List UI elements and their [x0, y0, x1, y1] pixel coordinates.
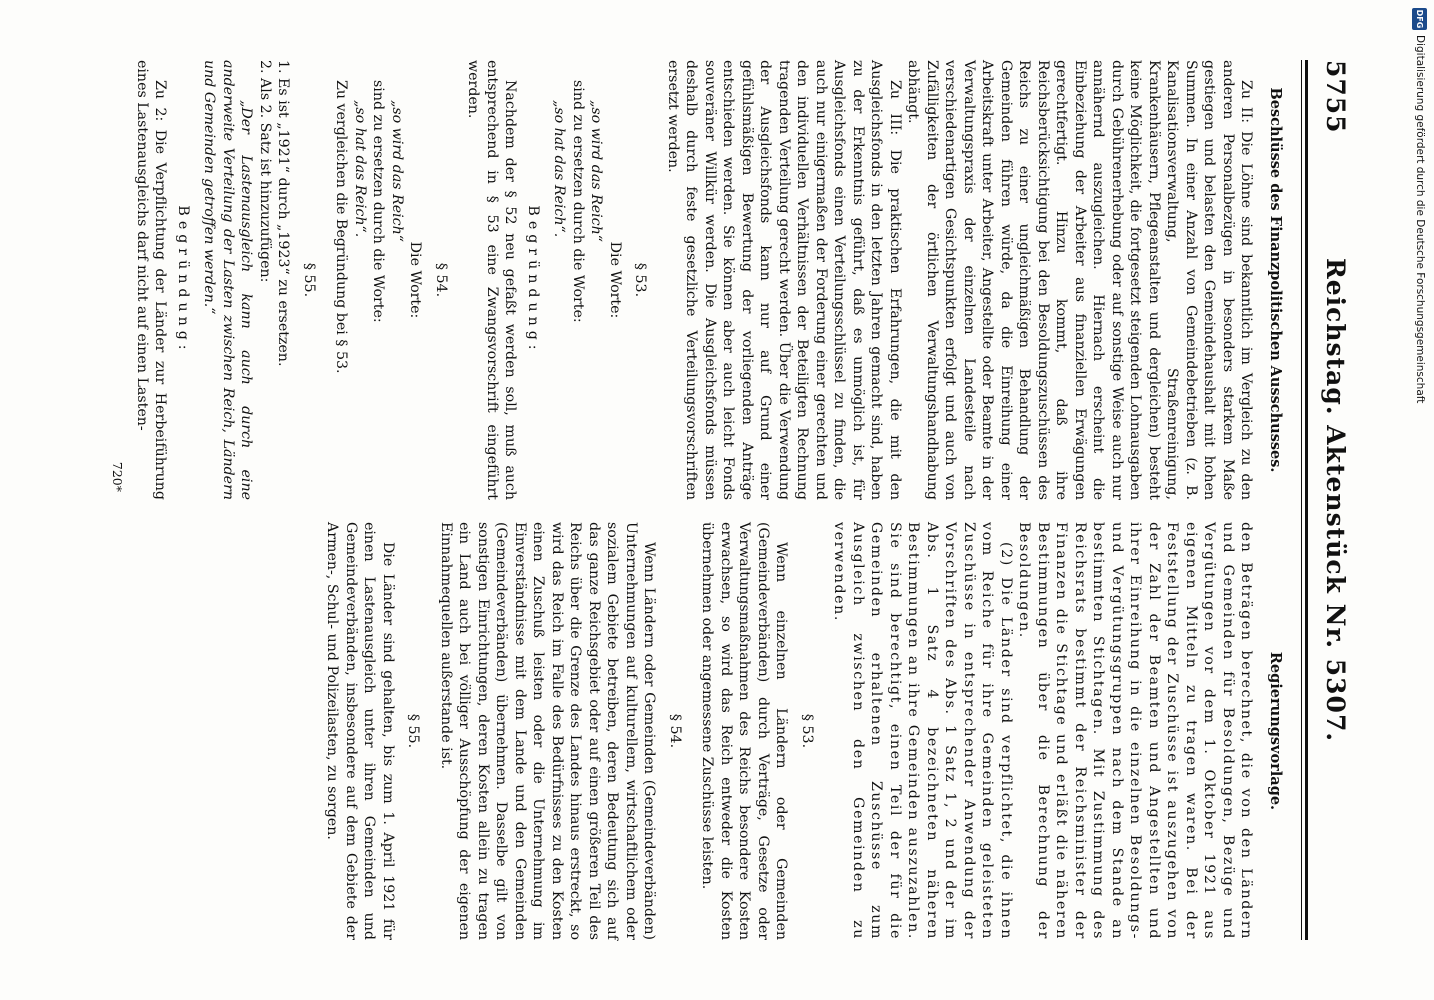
section-54-replace-text: sind zu ersetzen durch die Worte:	[370, 80, 387, 323]
page-number: 5755	[1321, 60, 1350, 134]
section-53-heading: § 53.	[632, 262, 649, 298]
section-54-words-label: Die Worte:	[407, 241, 424, 319]
section-53-begruendung: Begründung:	[525, 205, 541, 355]
section-55-quote: „Der Lastenausgleich kann auch durch eine anderweite Verteilung der Lasten zwischen Reich, Ländern und Gemeinden getroffen werden.“	[201, 60, 255, 500]
bill-section-55-text: Die Länder sind gehalten, bis zum 1. April 1921 für einen Lastenausgleich unter ihren Gemeinden und Gemeindeverbänden, insbesondere auf dem Gebiete der Armen-, Schul- und Polizeilasten, zu sorgen.	[324, 522, 396, 940]
header-rule-thin	[1301, 60, 1302, 940]
section-54-quote-old: „so wird das Reich“	[389, 100, 405, 243]
section-54-quote-new: „so hat das Reich“.	[352, 100, 368, 238]
section-55-reason: Zu 2: Die Verpflichtung der Länder zur Herbeiführung eines Lastenausgleichs darf nicht auf einen Lasten-	[134, 60, 169, 500]
bill-paragraph-1: den Beträgen berechnet, die von den Ländern und Gemeinden für Besoldungen, Bezüge und Vergütungen vor dem 1. Oktober 1921 aus eigenen Mitteln zu tragen waren. Bei der Feststellung der Zuschüsse ist auszugehen von der Zahl der Beamten und Angestellten und ihrer Einreihung in die einzelnen Besoldungs- und Vergütungsgruppen nach dem Stande an bestimmten Stichtagen. Mit Zustimmung des Reichsrats bestimmt der Reichsminister der Finanzen die Stichtage und erläßt die näheren Bestimmungen über die Berechnung der Besoldungen.	[1016, 522, 1255, 940]
section-55-item-2: 2. Als 2. Satz ist hinzuzufügen:	[257, 60, 273, 283]
digitization-note-text: Digitalisierung gefördert durch die Deutsche Forschungsgemeinschaft	[1414, 35, 1426, 404]
paragraph-zu-ii: Zu II: Die Löhne sind bekanntlich im Vergleich zu den anderen Personalbezügen in besonders starkem Maße gestiegen und belasten den Gemeindehaushalt mit hohen Summen. In einer Anzahl von Gemeindebetrieben (z. B. Kanalisationsverwaltung, Straßenreinigung, Krankenhäusern, Pflegeanstalten und dergleichen) besteht keine Möglichkeit, die fortgesetzt steigenden Lohnausgaben durch Gebührenerhebung oder auf sonstige Weise auch nur annähernd auszugleichen. Hiernach erscheint die Einbeziehung der Arbeiter aus finanziellen Erwägungen gerechtfertigt. Hinzu kommt, daß ihre Reichsberücksichtigung bei den Besoldungszuschüssen des Reichs zu einer ungleichmäßigen Behandlung der Gemeinden führen würde, da die Einreihung einer Arbeitskraft unter Arbeiter, Angestellte oder Beamte in der Verwaltungspraxis der einzelnen Landesteile nach verschiedenartigen Gesichtspunkten erfolgt und auch von Zufälligkeiten der örtlichen Verwaltungshandhabung abhängt.	[905, 60, 1255, 500]
paragraph-zu-iii: Zu III: Die praktischen Erfahrungen, die mit den Ausgleichsfonds in den letzten Jahren gemacht sind, haben zu der Erkenntnis geführt, daß es unmöglich ist, für Ausgleichsfonds einen Verteilungsschlüssel zu finden, die auch nur einigermaßen der Forderung einer gerechten und den individuellen Verhältnissen der Beteiligten Rechnung tragenden Verteilung gerecht werden. Über die Verwendung der Ausgleichsfonds kann nur auf Grund einer gefühlsmäßigen Bewertung der vorliegenden Anträge entschieden werden. Sie können aber auch leicht Fonds souveräner Willkür werden. Die Ausgleichsfonds müssen deshalb durch feste gesetzliche Verteilungsvorschriften ersetzt werden.	[665, 60, 903, 500]
section-55-heading: § 55.	[301, 262, 317, 298]
section-55-begruendung: Begründung:	[175, 205, 191, 355]
bill-paragraph-2: (2) Die Länder sind verpflichtet, die ihnen vom Reiche für ihre Gemeinden geleisteten Zuschüsse in entsprechender Anwendung der Vorschriften des Abs. 1 Satz 1, 2 und der im Abs. 1 Satz 4 bezeichneten näheren Bestimmungen an ihre Gemeinden auszuzahlen. Sie sind berechtigt, einen Teil der für die Gemeinden erhaltenen Zuschüsse zum Ausgleich zwischen den Gemeinden zu verwenden.	[831, 522, 1014, 940]
committee-column-title: Beschlüsse des Finanzpolitischen Ausschusses.	[1267, 87, 1284, 473]
bill-section-54-text: Wenn Ländern oder Gemeinden (Gemeindeverbänden) Unternehmungen auf kulturellem, wirtschaftlichem oder sozialem Gebiete betreiben, deren Bedeutung sich auf das ganze Reichsgebiet oder auf einen größeren Teil des Reichs über die Grenze des Landes hinaus erstreckt, so wird das Reich im Falle des Bedürfnisses zu den Kosten einen Zuschuß leisten oder die Unternehmung im Einverständnisse mit dem Lande und den Gemeinden (Gemeindeverbänden) übernehmen. Dasselbe gilt von sonstigen Einrichtungen, deren Kosten allein zu tragen ein Land auch bei völliger Ausschöpfung der eigenen Einnahmequellen außerstande ist.	[438, 522, 658, 940]
digitization-note	[1408, 8, 1432, 992]
bill-section-53-heading: § 53.	[799, 713, 815, 749]
section-53-replace-text: sind zu ersetzen durch die Worte:	[570, 80, 586, 323]
header-rule	[1305, 60, 1308, 940]
bill-section-55-heading: § 55.	[405, 713, 422, 749]
section-53-quote-new: „so hat das Reich“.	[551, 100, 568, 238]
bill-column	[323, 522, 1284, 940]
section-54-heading: § 54.	[433, 262, 449, 298]
section-53-quote-old: „so wird das Reich“	[588, 100, 605, 243]
bill-section-53-text: Wenn einzelnen Ländern oder Gemeinden (Gemeindeverbänden) durch Verträge, Gesetze oder Verwaltungsmaßnahmen des Reichs besondere Kosten erwachsen, so wird das Reich entweder die Kosten übernehmen oder angemessene Zuschüsse leisten.	[699, 522, 790, 940]
bill-column-title: Regierungsvorlage.	[1267, 651, 1284, 811]
page-header-title: Reichstag. Aktenstück Nr. 5307.	[1321, 257, 1350, 743]
running-head	[1310, 60, 1350, 940]
section-55-item-1: 1. Es ist „1921“ durch „1923“ zu ersetzen.	[275, 60, 292, 367]
bill-section-54-heading: § 54.	[667, 713, 683, 749]
section-53-reason: Nachdem der § 52 neu gefaßt werden soll, muß auch entsprechend in § 53 eine Zwangsvorschrift eingeführt werden.	[465, 60, 519, 500]
section-53-words-label: Die Worte:	[607, 241, 623, 319]
signature-mark: 720*	[110, 461, 126, 492]
committee-column	[108, 60, 1284, 500]
dfg-logo-icon: DFG	[1413, 8, 1428, 30]
section-54-reference: Zu vergleichen die Begründung bei § 53.	[333, 80, 350, 374]
